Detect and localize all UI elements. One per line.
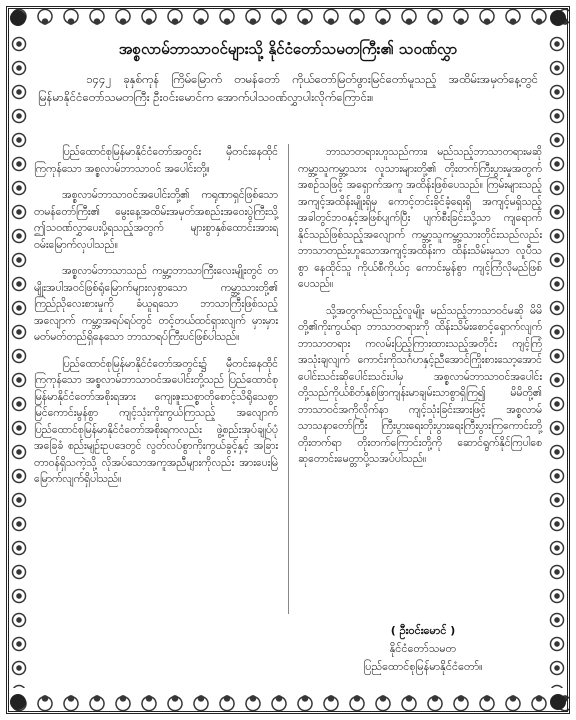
intro-paragraph: ၁၄၄၂ ခုနှစ်ကုန် ကြိမ်မြောက် တမန်တော် ကိုယ်တော်မြတ်ဖွားမြင်တော်မူသည့် အထိမ်းအမှတ်နေ့တွင် မြန်မာနိုင်ငံတော်သမတကြီး ဦးဝင်းမောင်က အောက်ပါသဝဏ်လွှာပါးလိုက်ကြောင်း။ (38, 72, 538, 104)
left-paragraph: ပြည်ထောင်စုမြန်မာနိုင်ငံတော်အတွင်း မှီတင်းနေထိုင်ကြကုန်သော အစ္စလာမ်ဘာသာဝင် အပေါင်းတို့။ (34, 146, 278, 175)
corner-ornament-icon (10, 694, 26, 710)
signer-name: ( ဦးဝင်းမောင် ) (390, 624, 456, 637)
corner-ornament-icon (550, 10, 566, 26)
signature-block (308, 622, 538, 676)
left-paragraph: အစ္စလာမ်ဘာသာသည် ကမ္ဘာ့ဘာသာကြီးလေးမျိုးတွင် တမျိုးအပါအဝင်ဖြစ်ရုံမြောက်များလှစွာသော ကမ္ဘာ့သားတို့၏ ကြည်ညိုလေးစားမှုကို ခံယူရသော ဘာသာကြီးဖြစ်သည့်အလျောက် ကမ္ဘာ့အရပ်ရပ်တွင် တင့်တယ်ထင်ရှားလျက် မှားမှားမတ်မတ်တည်ရှိနေသော ဘာသာရပ်ကြီးပင်ဖြစ်ပါသည်။ (34, 265, 278, 343)
message-columns (34, 144, 542, 614)
page-title: အစ္စလာမ်ဘာသာဝင်များသို့ နိုင်ငံတော်သမတကြီး၏ သဝဏ်လွှာ (118, 40, 458, 58)
right-paragraph: ဘာသာတရားဟူသည်ကား၊ မည်သည့်ဘာသာတရားမဆို ကမ္ဘာ့သူကမ္ဘာ့သား လူသားများတို့၏ တိုးတက်ကြီးပွားမှုအတွက် အစဉ်သဖြင့် အရှောက်အကူ အထိန်းဖြစ်ပေသည်။ ကြမ်းများသည့်အကျင့်အထိန်းမျိုးရှိမှ ကောင့်တင်းခိုင်ခံ့ရေးရှိ အကျင့်မရှိသည့်အခါတွင်ဘဝနှင့်အဖြစ်ပျက်ပြီး ပျက်စီးခြင်းသို့သာ ကျရောက်နိုင်သည်ဖြစ်သည့်အလျောက် ကမ္ဘာ့သူကမ္ဘာ့သားတိုင်းသည်လည်း ဘာသာတည်းဟူသောအကျင့်အထိန်းက ထိန်းသိမ်းမှသာ လူပီသစွာ နေထိုင်သူ ကိုယ်စီကိုယ်ငှ ကောင်းမွန်စွာ ကျင့်ကြံလိုမည်ဖြစ်ပေသည်။ (298, 146, 542, 290)
left-column (34, 144, 278, 614)
right-paragraph: သို့အတွက်မည်သည့်လူမျိုး မည်သည့်ဘာသာဝင်မဆို မိမိတို့၏ကိုးကွယ်ရာ ဘာသာတရားကို ထိန်းသိမ်းစောင့်ရှောက်လျက် ဘာသာတရား ကလမ်းပြည့်ကြားထားသည့်အတိုင်း ကျင့်ကြံအသုံးချလျက် ကောင်းကိုသင်္ဂဟနှင့်ညီအောင်ကြိုးစားသော့အောင်ပေါင်းသင်းဆိုပေါင်းသင်းပါမှ အစ္စလာမ်ဘာသာဝင်အပေါင်းတို့သည်ကိုယ်စိတ်နှစ်ဖြာကျန်းမာချမ်းသာစွာရှိကြ၍ မိမိတို့၏ ဘာသာဝင်အကိုလိုက်နာ ကျင့်သုံးခြင်းအားဖြင့် အစ္စလာမ်သာသနာတော်ကြီး ကြီးပွားရေးတိုးပွားရေးကြီးပွားကြကောင်းတို့ တိုးတက်ရာ တိုးတက်ကြောင်းတို့ကို ဆောင်ရွက်နိုင်ကြပါစေ ဆုတောင်းမေတ္တာပို့သအပ်ပါသည်။ (298, 304, 542, 465)
signer-country: ပြည်ထောင်စုမြန်မာနိုင်ငံတော်။ (363, 660, 483, 673)
left-paragraph: အစ္စလာမ်ဘာသာဝင်အပေါင်းတို့၏ ကရုဏာရှင်ဖြစ်သော တမန်တော်ကြီး၏ မွေးနေ့အထိမ်းအမှတ်အစည်းအဝေးပွဲကြီးသို့ ဤသဝဏ်လွှာပေးပို့ရသည့်အတွက် များစွာနှစ်ထောင်းအားရဝမ်းမြောက်လှပါသည်။ (34, 189, 278, 251)
column-divider (288, 144, 289, 614)
corner-ornament-icon (550, 694, 566, 710)
corner-ornament-icon (10, 10, 26, 26)
right-column (298, 144, 542, 614)
document-body (34, 36, 542, 684)
signer-position: နိုင်ငံတော်သမတ (389, 642, 457, 655)
left-paragraph: ပြည်ထောင်စုမြန်မာနိုင်ငံတော်အတွင်း၌ မှီတင်းနေထိုင်ကြကုန်သော အစ္စလာမ်ဘာသာဝင်အပေါင်းတို့သည် ပြည်ထောင်စုမြန်မာနိုင်ငံတော်အစိုးရအား ကျေးဇူးသစ္စာတိုစောင့်သိရိုသေစွာ မြင်ကောင်းမွန်စွာ ကျင့်သုံးကိုးကွယ်ကြသည့် အလျောက် ပြည်ထောင်စုမြန်မာနိုင်ငံတော်အစိုးရကလည်း ဖွဲ့စည်းအုပ်ချုပ်ပုံအခြေခံ စည်းမျဉ်းဥပဒေတွင် လွတ်လပ်စွာကိုးကွယ်ခွင့်နှင့် အခြားတာဝန်ရှိသကဲ့သို့ လိုအပ်သောအကူအညီများကိုလည်း အားပေးမြဲမြောက်လျက်ရှိပါသည်။ (34, 357, 278, 485)
